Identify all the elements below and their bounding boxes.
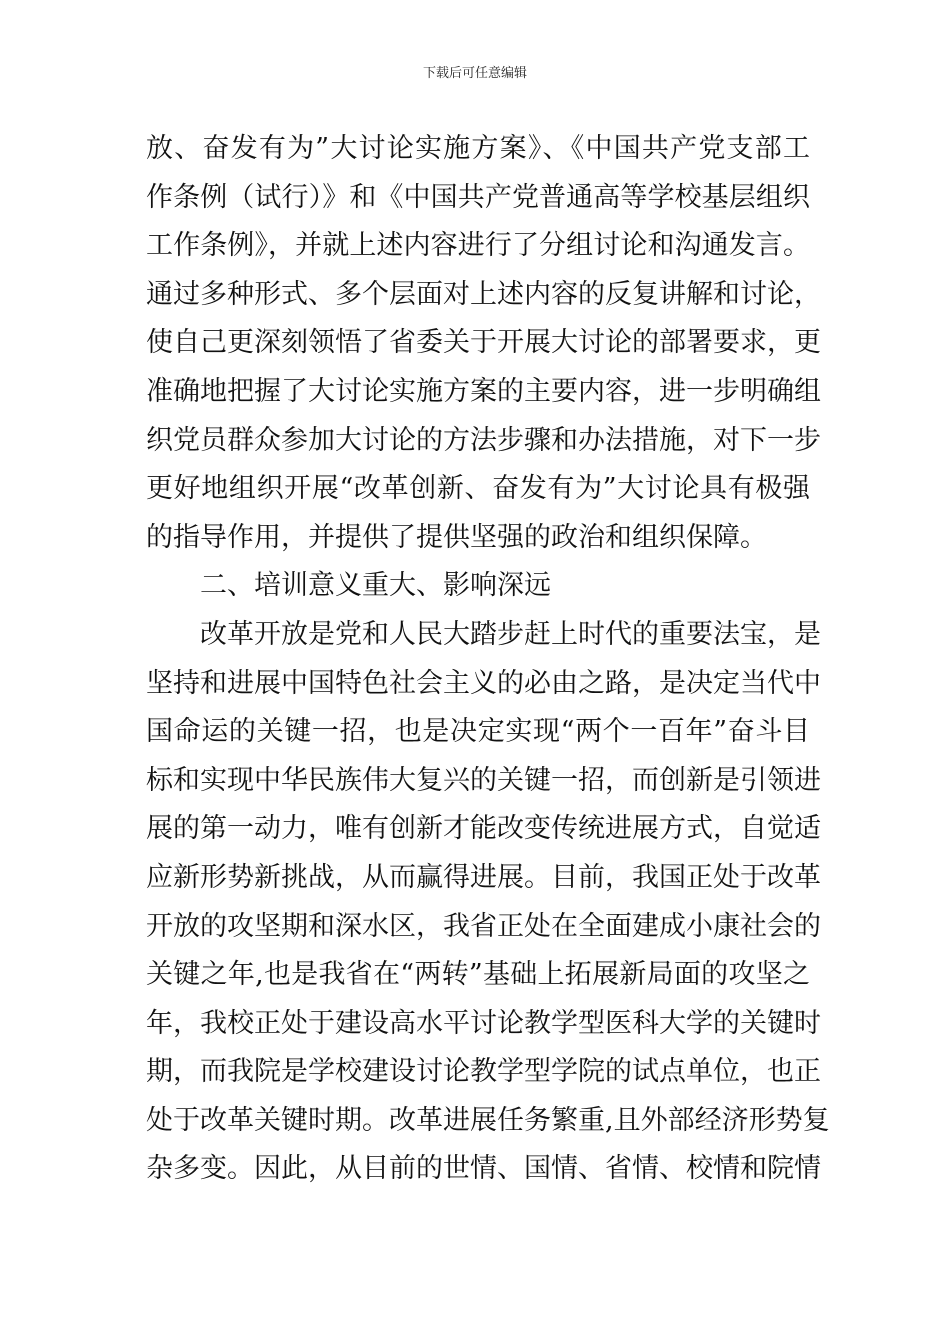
text-line: 放、奋发有为”大讨论实施方案》、《中国共产党支部工	[146, 133, 810, 164]
text-line: 改革开放是党和人民大踏步赶上时代的重要法宝，是	[200, 618, 821, 650]
text-line: 年，我校正处于建设高水平讨论教学型医科大学的关键时	[146, 1007, 821, 1039]
text-line: 通过多种形式、多个层面对上述内容的反复讲解和讨论，	[146, 278, 821, 310]
text-line: 期，而我院是学校建设讨论教学型学院的试点单位，也正	[146, 1056, 821, 1088]
text-line: 开放的攻坚期和深水区，我省正处在全面建成小康社会的	[146, 910, 821, 942]
text-line: 杂多变。因此，从目前的世情、国情、省情、校情和院情	[146, 1153, 821, 1185]
text-line: 工作条例》，并就上述内容进行了分组讨论和沟通发言。	[146, 230, 810, 262]
heading-text: 二、培训意义重大、影响深远	[200, 570, 551, 602]
document-body	[146, 125, 830, 1194]
text-line: 应新形势新挑战，从而赢得进展。目前，我国正处于改革	[146, 861, 821, 893]
section-heading	[146, 562, 810, 611]
text-line: 准确地把握了大讨论实施方案的主要内容，进一步明确组	[146, 375, 821, 407]
text-line: 标和实现中华民族伟大复兴的关键一招，而创新是引领进	[146, 764, 821, 796]
text-line: 坚持和进展中国特色社会主义的必由之路，是决定当代中	[146, 667, 821, 699]
text-line: 关键之年,也是我省在“两转”基础上拓展新局面的攻坚之	[146, 959, 810, 991]
text-line: 更好地组织开展“改革创新、奋发有为”大讨论具有极强	[146, 473, 810, 505]
text-line: 使自己更深刻领悟了省委关于开展大讨论的部署要求，更	[146, 327, 821, 359]
page-header: 下载后可任意编辑	[422, 66, 527, 81]
paragraph-reform	[146, 611, 830, 1194]
text-line: 处于改革关键时期。改革进展任务繁重,且外部经济形势复	[146, 1104, 830, 1136]
text-line: 作条例（试行）》和《中国共产党普通高等学校基层组织	[146, 181, 810, 213]
text-line: 织党员群众参加大讨论的方法步骤和办法措施，对下一步	[146, 424, 821, 456]
text-line: 展的第一动力，唯有创新才能改变传统进展方式，自觉适	[146, 813, 821, 845]
paragraph-continuation	[146, 125, 821, 562]
text-line: 国命运的关键一招，也是决定实现“两个一百年”奋斗目	[146, 716, 810, 748]
text-line: 的指导作用，并提供了提供坚强的政治和组织保障。	[146, 521, 767, 553]
